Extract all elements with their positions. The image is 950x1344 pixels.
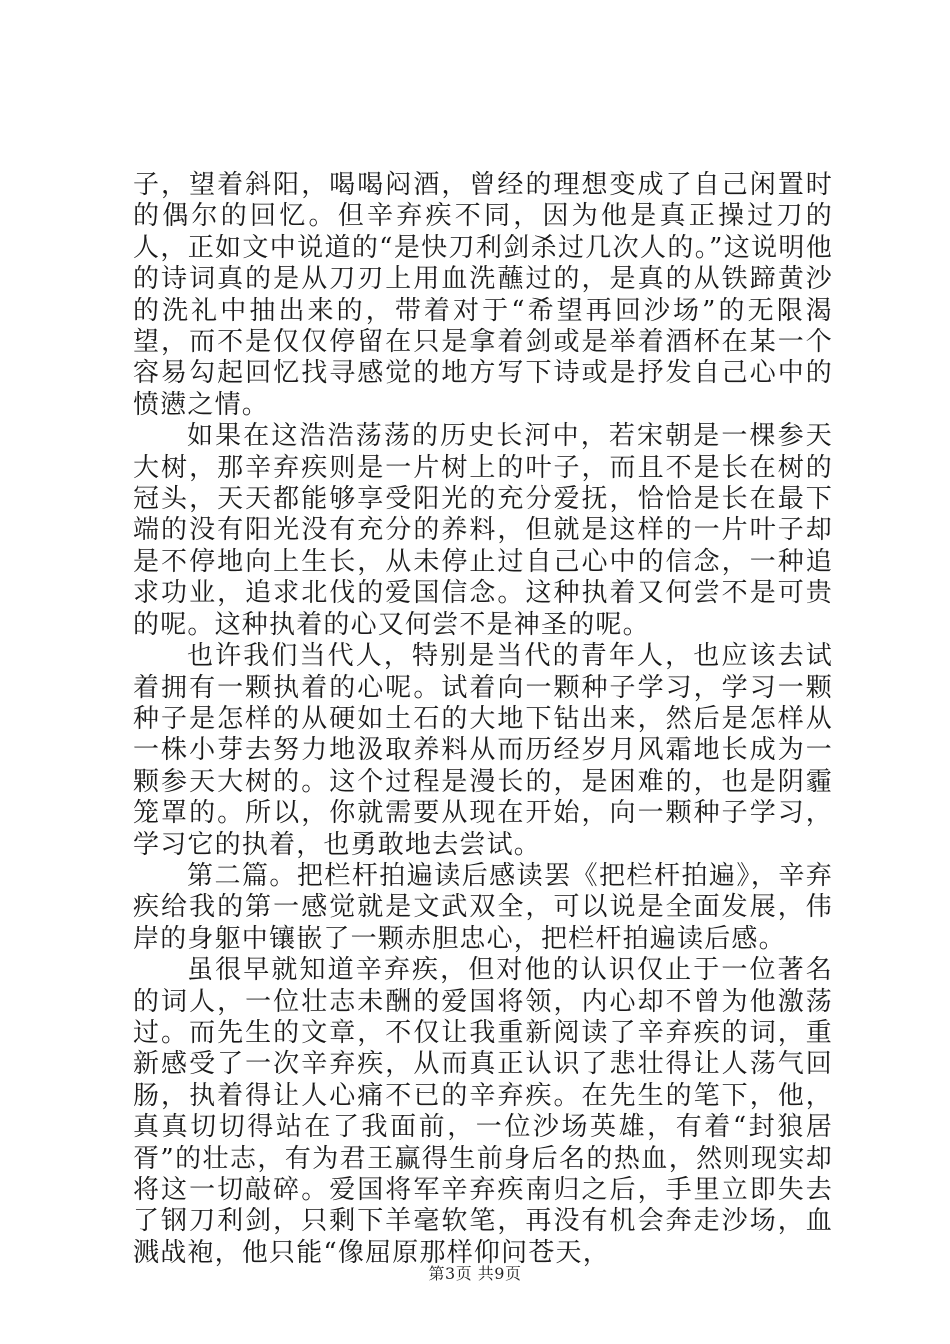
paragraph-5: 虽很早就知道辛弃疾，但对他的认识仅止于一位著名的词人，一位壮志未酬的爱国将领，内心却不曾为他激荡过。而先生的文章，不仅让我重新阅读了辛弃疾的词，重新感受了一次辛弃疾，从而真正认识了悲壮得让人荡气回肠，执着得让人心痛不已的辛弃疾。在先生的笔下，他，真真切切得站在了我面前，一位沙场英雄，有着“封狼居胥”的壮志，有为君王赢得生前身后名的热血，然则现实却将这一切敲碎。爱国将军辛弃疾南归之后，手里立即失去了钢刀利剑，只剩下羊毫软笔，再没有机会奔走沙场，血溅战袍，他只能“像屈原那样仰问苍天，: [133, 955, 833, 1268]
paragraph-1: 子，望着斜阳，喝喝闷酒，曾经的理想变成了自己闲置时的偶尔的回忆。但辛弃疾不同，因为他是真正操过刀的人，正如文中说道的“是快刀利剑杀过几次人的。”这说明他的诗词真的是从刀刃上用血洗蘸过的，是真的从铁蹄黄沙的洗礼中抽出来的，带着对于“希望再回沙场”的无限渴望，而不是仅仅停留在只是拿着剑或是举着酒杯在某一个容易勾起回忆找寻感觉的地方写下诗或是抒发自己心中的愤懑之情。: [133, 170, 833, 420]
paragraph-4: 第二篇。把栏杆拍遍读后感读罢《把栏杆拍遍》，辛弃疾给我的第一感觉就是文武双全，可以说是全面发展，伟岸的身躯中镶嵌了一颗赤胆忠心，把栏杆拍遍读后感。: [133, 860, 833, 954]
paragraph-3: 也许我们当代人，特别是当代的青年人，也应该去试着拥有一颗执着的心呢。试着向一颗种子学习，学习一颗种子是怎样的从硬如土石的大地下钻出来，然后是怎样从一株小芽去努力地汲取养料从而历经岁月风霜地长成为一颗参天大树的。这个过程是漫长的，是困难的，也是阴霾笼罩的。所以，你就需要从现在开始，向一颗种子学习，学习它的执着，也勇敢地去尝试。: [133, 641, 833, 860]
paragraph-2: 如果在这浩浩荡荡的历史长河中，若宋朝是一棵参天大树，那辛弃疾则是一片树上的叶子，而且不是长在树的冠头，天天都能够享受阳光的充分爱抚，恰恰是长在最下端的没有阳光没有充分的养料，但就是这样的一片叶子却是不停地向上生长，从未停止过自己心中的信念，一种追求功业，追求北伐的爱国信念。这种执着又何尝不是可贵的呢。这种执着的心又何尝不是神圣的呢。: [133, 421, 833, 640]
page-number-footer: 第3页 共9页: [428, 1264, 522, 1283]
document-body: [133, 170, 833, 1269]
